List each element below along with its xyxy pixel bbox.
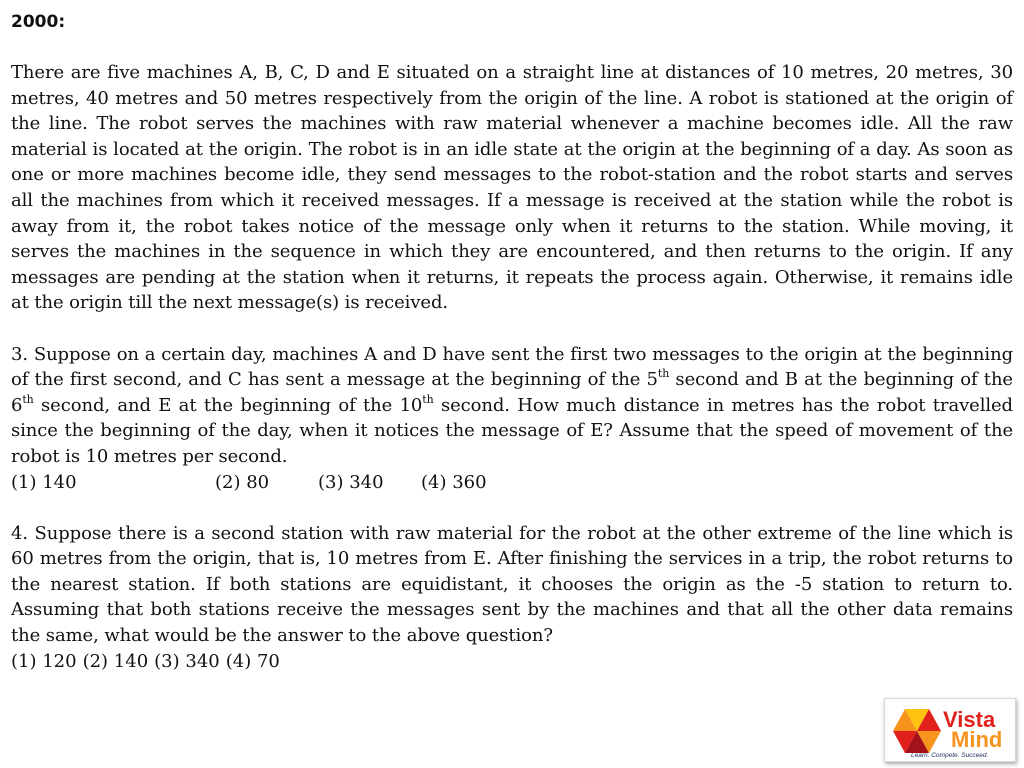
q3-option-2: (2) 80 xyxy=(215,471,270,493)
logo-word-mind: Mind xyxy=(951,727,1003,752)
q4-option-3: (3) 340 xyxy=(154,650,220,672)
q4-option-1: (1) 120 xyxy=(11,650,77,672)
passage-paragraph: There are five machines A, B, C, D and E situated on a straight line at distances of 10 metres, 20 metres, 30 metres, 40 metres and 50 metres respectively from the origin of the line. A robot is stationed at the origin of the line. The robot serves the machines with raw material whenever a machine becomes idle. All the raw material is located at the origin. The robot is in an idle state at the origin at the beginning of a day. As soon as one or more machines become idle, they send messages to the robot-station and the robot starts and serves all the machines from which it received messages. If a message is received at the station while the robot is away from it, the robot takes notice of the message only when it returns to the station. While moving, it serves the machines in the sequence in which they are encountered, and then returns to the origin. If any messages are pending at the station when it returns, it repeats the process again. Otherwise, it remains idle at the origin till the next message(s) is received. xyxy=(11,62,1013,314)
logo-word-vista: Vista xyxy=(943,707,996,732)
spacer xyxy=(11,316,1013,342)
q3-part-1: 3. Suppose on a certain day, machines A and D have sent the first two messages to the origin at the beginning of the first second, and C has sent a message at the beginning of the 5 xyxy=(11,343,1013,391)
q3-part-2: second and B at the beginning of the 6 xyxy=(11,369,1013,416)
spacer xyxy=(11,495,1013,521)
page-content xyxy=(11,10,1013,674)
question-3-text xyxy=(11,342,1013,470)
logo-mark-icon xyxy=(893,709,941,753)
q4-option-4: (4) 70 xyxy=(225,650,280,672)
q3-option-4: (4) 360 xyxy=(421,471,487,493)
logo-tagline: Learn. Compete. Succeed. xyxy=(911,752,989,759)
q3-sup-3: th xyxy=(422,392,434,406)
q3-sup-1: th xyxy=(657,367,670,381)
question-4-text: 4. Suppose there is a second station with raw material for the robot at the other extreme of the line which is 60 metres from the origin, that is, 10 metres from E. After finishing the services in a trip, the robot returns to the nearest station. If both stations are equidistant, it chooses the origin as the -5 station to return to. Assuming that both stations receive the messages sent by the machines and that all the other data remains the same, what would be the answer to the above question? xyxy=(11,522,1013,647)
q3-part-4: second. How much distance in metres has the robot travelled since the beginning of the day, when it notices the message of E? Assume that the speed of movement of the robot is 10 metres per second. xyxy=(11,394,1013,467)
logo-graphic xyxy=(885,699,1015,761)
vista-mind-logo xyxy=(884,698,1016,762)
q3-option-1: (1) 140 xyxy=(11,471,77,493)
q3-option-3: (3) 340 xyxy=(318,471,384,493)
year-heading: 2000: xyxy=(11,12,66,32)
question-3-options xyxy=(11,470,1013,496)
q3-part-3: second, and E at the beginning of the 10 xyxy=(33,394,423,416)
q4-option-2: (2) 140 xyxy=(82,650,149,672)
q3-sup-2: th xyxy=(22,392,34,406)
question-4-options xyxy=(11,649,1013,675)
